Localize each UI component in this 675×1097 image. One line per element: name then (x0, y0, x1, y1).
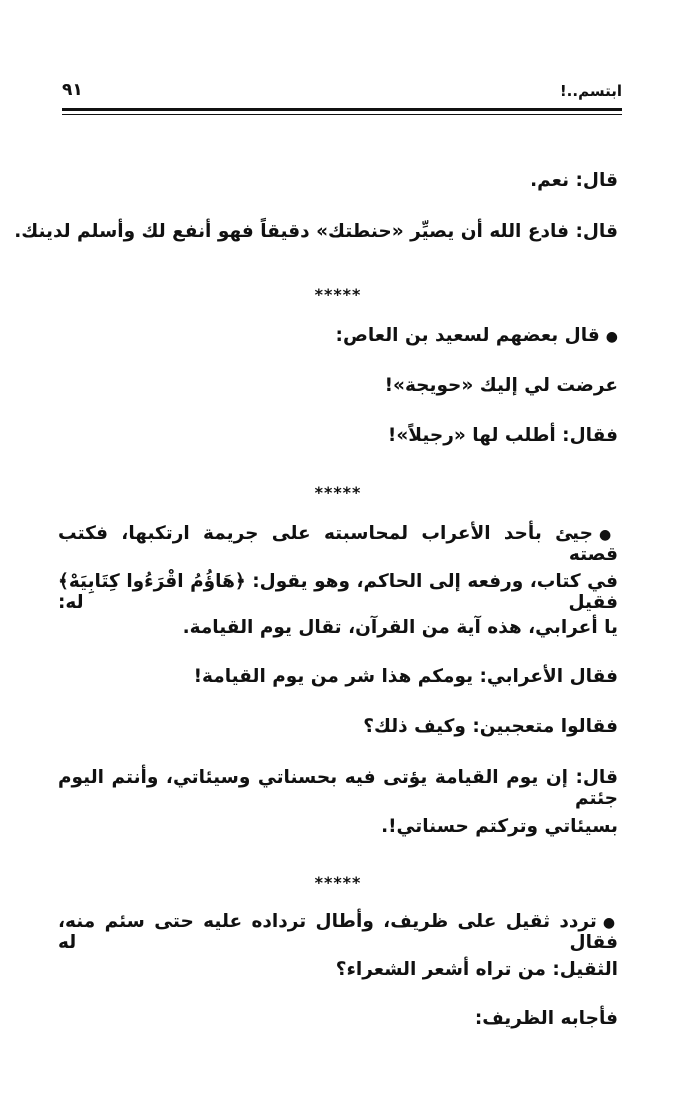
running-title: ابتسم..! (559, 82, 622, 100)
anecdote-start (58, 523, 618, 565)
text-line: فقال الأعرابي: يومكم هذا شر من يوم القيامة! (193, 666, 618, 687)
section-separator: ***** (314, 285, 362, 304)
text-line: فأجابه الظريف: (474, 1008, 618, 1029)
text-line: يا أعرابي، هذه آية من القرآن، تقال يوم القيامة. (182, 617, 618, 638)
text-line: قال: نعم. (530, 170, 618, 191)
section-separator: ***** (314, 483, 362, 502)
anecdote-start (58, 911, 618, 953)
page-number: ٩١ (62, 80, 83, 100)
text-line: عرضت لي إليك «حويجة»! (384, 375, 618, 396)
text-line: بسيئاتي وتركتم حسناتي!. (381, 816, 618, 837)
text-line: الثقيل: من تراه أشعر الشعراء؟ (335, 959, 618, 980)
text-line: في كتاب، ورفعه إلى الحاكم، وهو يقول: ﴿هَاؤُمُ اقْرَءُوا كِتَابِيَهْ﴾ فقيل له: (58, 571, 618, 613)
text-line: قال بعضهم لسعيد بن العاص: (335, 325, 600, 346)
text-line: جيئ بأحد الأعراب لمحاسبته على جريمة ارتكبها، فكتب قصته (58, 523, 618, 565)
bullet-icon: ● (602, 915, 618, 931)
header-rule-thick (62, 108, 622, 111)
text-line: قال: إن يوم القيامة يؤتى فيه بحسناتي وسيئاتي، وأنتم اليوم جئتم (58, 767, 618, 809)
header-rule-thin (62, 114, 622, 115)
bullet-icon: ● (598, 527, 619, 543)
bullet-icon: ● (605, 329, 618, 345)
text-line: قال: فادع الله أن يصيِّر «حنطتك» دقيقاً فهو أنفع لك وأسلم لدينك. (14, 221, 618, 242)
text-line: تردد ثقيل على ظريف، وأطال ترداده عليه حتى سئم منه، فقال له (58, 911, 618, 953)
text-line: فقالوا متعجبين: وكيف ذلك؟ (363, 716, 618, 737)
anecdote-start (336, 325, 618, 346)
page-header (62, 80, 622, 106)
section-separator: ***** (314, 873, 362, 892)
text-line: فقال: أطلب لها «رجيلاً»! (387, 425, 618, 446)
